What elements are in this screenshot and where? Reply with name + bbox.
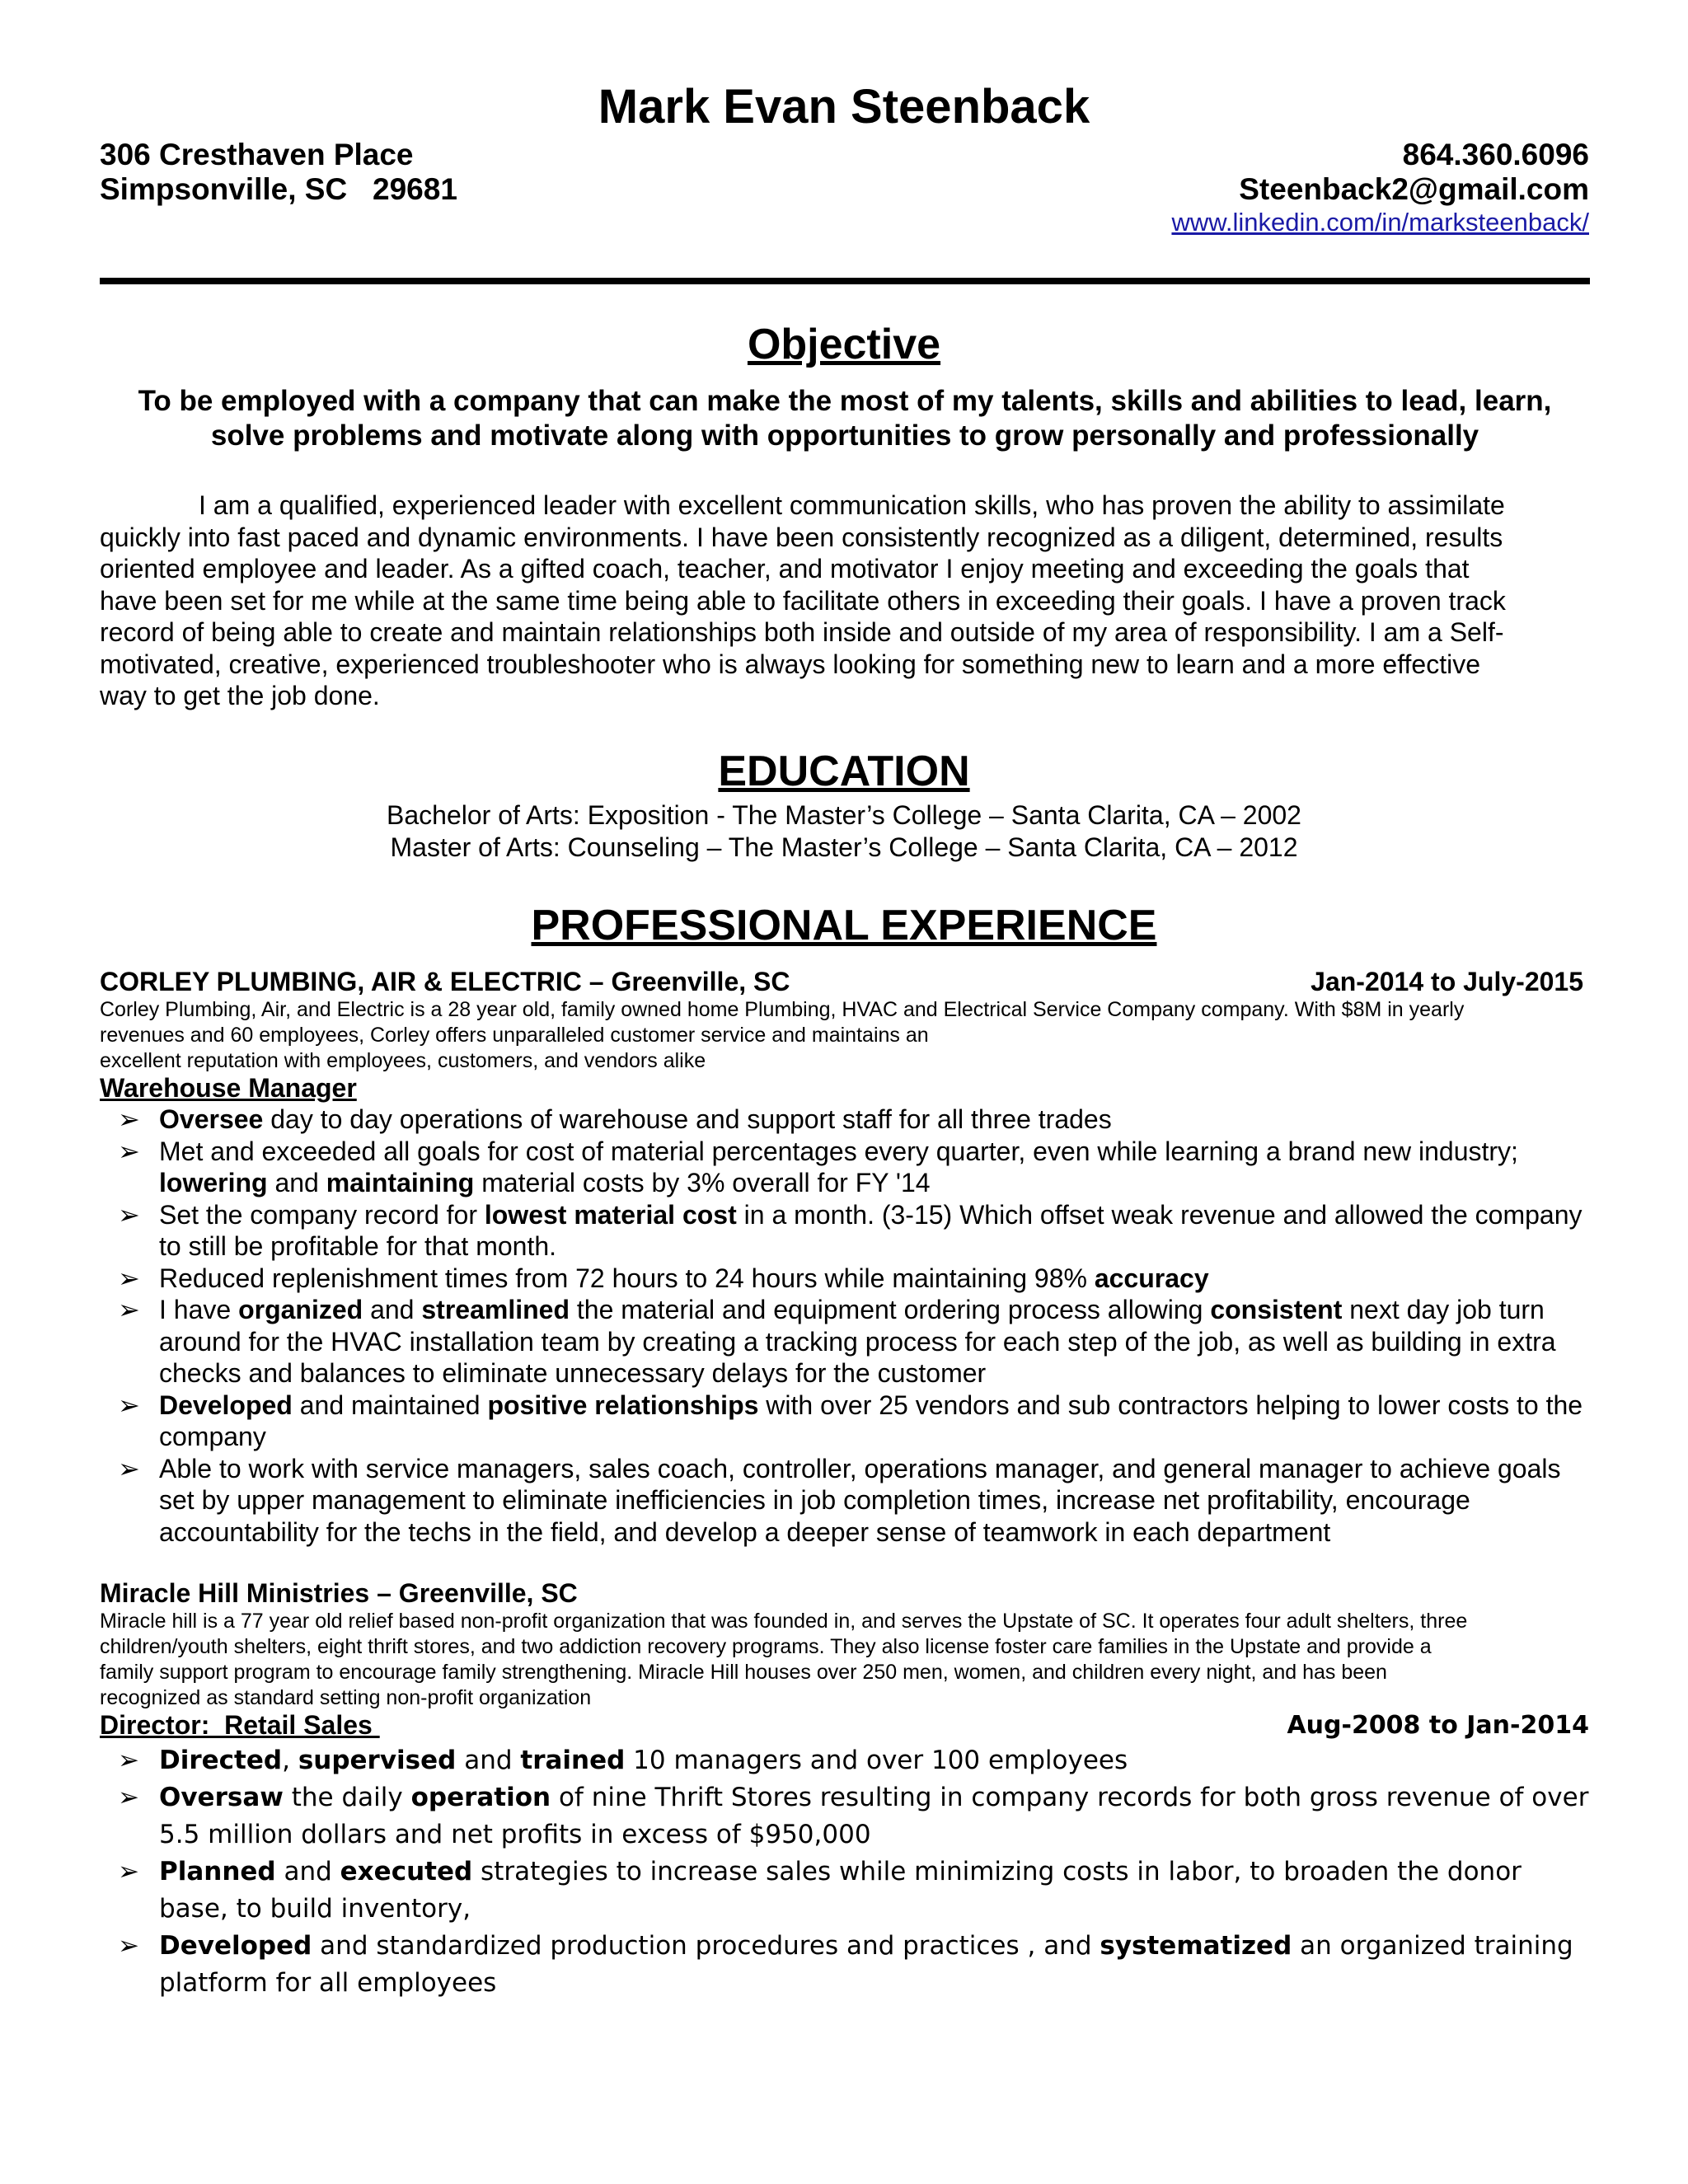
linkedin-link[interactable]: www.linkedin.com/in/marksteenback/ (1171, 208, 1589, 237)
job-header-corley (100, 966, 1583, 997)
item-text: Able to work with service managers, sales coach, controller, operations manager, and general manager to achieve goals set by upper management to eliminate inefficiencies in job completion times, increase net profitability, encourage accountability for the techs in the field, and develop a deeper sense of teamwork in each department (159, 1453, 1561, 1547)
emphasis-text: positive relationships (487, 1390, 759, 1420)
company-name: Miracle Hill Ministries – Greenville, SC (100, 1578, 578, 1608)
emphasis-text: lowest material cost (484, 1199, 737, 1230)
emphasis-text: Planned (159, 1857, 276, 1886)
item-text: I have (159, 1295, 239, 1324)
accomplishment-item (100, 1263, 1590, 1295)
item-text: Met and exceeded all goals for cost of material percentages every quarter, even while learning a brand new industry; (159, 1136, 1518, 1166)
job-dates: Jan-2014 to July-2015 (1311, 967, 1583, 996)
phone-number: 864.360.6096 (1402, 138, 1589, 171)
bullet-arrow-icon: ➢ (118, 1104, 140, 1134)
accomplishment-item (100, 1453, 1590, 1549)
summary-line: oriented employee and leader. As a gifted coach, teacher, and motivator I enjoy meeting and exceeding the goals that (100, 554, 1470, 583)
job-header-miracle-hill (100, 1577, 1583, 1609)
item-text: strategies to increase sales while minimizing costs in labor, to broaden the donor base, to build inventory, (159, 1857, 1522, 1924)
objective-heading: Objective (747, 321, 941, 368)
item-text: next day job turn around for the HVAC installation team by creating a tracking process for each step of the job, as well as building in extra checks and balances to eliminate unnecessary delays for the customer (159, 1295, 1556, 1388)
item-text: with over 25 vendors and sub contractors helping to lower costs to the company (159, 1390, 1583, 1451)
description-line: Corley Plumbing, Air, and Electric is a 28 year old, family owned home Plumbing, HVAC and Electrical Service Company company. With $8M in yearly (100, 998, 1465, 1021)
summary-line: I am a qualified, experienced leader with excellent communication skills, who has proven the ability to assimilate (199, 490, 1505, 520)
item-text: and standardized production procedures and practices , and (312, 1931, 1100, 1961)
accomplishment-item (100, 1854, 1590, 1928)
company-name: CORLEY PLUMBING, AIR & ELECTRIC – Greenville, SC (100, 967, 790, 996)
summary-paragraph (100, 490, 1583, 712)
description-line: children/youth shelters, eight thrift stores, and two addiction recovery programs. They also license foster care families in the Upstate and provide a (100, 1635, 1432, 1658)
bullet-arrow-icon: ➢ (118, 1136, 140, 1166)
bullet-arrow-icon: ➢ (118, 1453, 140, 1483)
summary-line: have been set for me while at the same time being able to facilitate others in exceeding their goals. I have a proven track (100, 585, 1506, 616)
item-text: day to day operations of warehouse and support staff for all three trades (263, 1104, 1112, 1134)
description-line: recognized as standard setting non-profit organization (100, 1686, 592, 1709)
description-line: Miracle hill is a 77 year old relief based non-profit organization that was founded in, and serves the Upstate of SC. It operates four adult shelters, three (100, 1610, 1468, 1633)
objective-statement (95, 384, 1595, 453)
emphasis-text: Directed (159, 1746, 283, 1775)
emphasis-text: trained (520, 1746, 626, 1775)
summary-line: way to get the job done. (100, 681, 380, 710)
emphasis-text: Developed (159, 1931, 312, 1961)
item-text: and (267, 1168, 326, 1197)
header-divider (100, 278, 1590, 284)
emphasis-text: systematized (1100, 1931, 1292, 1961)
summary-line: motivated, creative, experienced troubleshooter who is always looking for something new to learn and a more effective (100, 649, 1480, 679)
bullet-arrow-icon: ➢ (118, 1199, 140, 1230)
address-line-1: 306 Cresthaven Place (100, 138, 414, 171)
item-text: the material and equipment ordering process allowing (569, 1295, 1211, 1324)
emphasis-text: organized (238, 1295, 363, 1324)
accomplishment-item (100, 1742, 1590, 1779)
contact-block (1171, 138, 1589, 238)
education-list (0, 799, 1688, 864)
accomplishment-item (100, 1779, 1590, 1854)
objective-line-1: To be employed with a company that can make the most of my talents, skills and abilities to lead, learn, (138, 385, 1552, 417)
bullet-arrow-icon: ➢ (118, 1783, 139, 1812)
accomplishment-item (100, 1928, 1590, 2002)
item-text: 10 managers and over 100 employees (625, 1746, 1128, 1775)
address-line-2: Simpsonville, SC 29681 (100, 172, 457, 206)
address-block (100, 138, 457, 207)
bullet-arrow-icon: ➢ (118, 1390, 140, 1420)
job-title: Director: Retail Sales (100, 1710, 380, 1740)
item-text: , (282, 1746, 298, 1775)
education-item: Master of Arts: Counseling – The Master’s College – Santa Clarita, CA – 2012 (390, 832, 1298, 862)
emphasis-text: accuracy (1094, 1263, 1209, 1293)
item-text: and (363, 1295, 422, 1324)
emphasis-text: executed (340, 1857, 473, 1886)
accomplishment-list (100, 1742, 1590, 2002)
item-text: Set the company record for (159, 1199, 485, 1230)
bullet-arrow-icon: ➢ (118, 1295, 140, 1324)
description-line: excellent reputation with employees, customers, and vendors alike (100, 1049, 706, 1072)
item-text: an organized training platform for all employees (159, 1931, 1573, 1998)
candidate-name: Mark Evan Steenback (598, 80, 1090, 134)
education-item: Bachelor of Arts: Exposition - The Master’s College – Santa Clarita, CA – 2002 (387, 800, 1301, 830)
item-text: and maintained (292, 1390, 488, 1420)
item-text: the daily (283, 1783, 411, 1812)
item-text: Reduced replenishment times from 72 hours to 24 hours while maintaining 98% (159, 1263, 1095, 1293)
accomplishment-item (100, 1104, 1590, 1136)
summary-line: quickly into fast paced and dynamic environments. I have been consistently recognized as a diligent, determined, results (100, 522, 1503, 552)
accomplishment-list (100, 1104, 1590, 1548)
item-text: material costs by 3% overall for FY '14 (474, 1168, 931, 1197)
job-title: Warehouse Manager (100, 1073, 357, 1103)
item-text: in a month. (3-15) Which offset weak revenue and allowed the company to still be profitable for that month. (159, 1199, 1582, 1261)
emphasis-text: Oversee (159, 1104, 264, 1134)
bullet-arrow-icon: ➢ (118, 1857, 139, 1886)
emphasis-text: maintaining (326, 1168, 475, 1197)
email-address: Steenback2@gmail.com (1239, 172, 1589, 206)
experience-heading: PROFESSIONAL EXPERIENCE (531, 902, 1157, 949)
emphasis-text: operation (410, 1783, 551, 1812)
company-description (100, 1609, 1583, 1711)
company-description (100, 997, 1583, 1074)
emphasis-text: Developed (159, 1390, 293, 1420)
education-heading: EDUCATION (718, 748, 970, 795)
emphasis-text: supervised (298, 1746, 457, 1775)
emphasis-text: Oversaw (159, 1783, 284, 1812)
bullet-arrow-icon: ➢ (118, 1931, 139, 1961)
job-dates: Aug-2008 to Jan-2014 (1287, 1711, 1589, 1740)
objective-line-2: solve problems and motivate along with opportunities to grow personally and professionally (210, 419, 1479, 452)
accomplishment-item (100, 1390, 1590, 1453)
bullet-arrow-icon: ➢ (118, 1746, 139, 1775)
description-line: family support program to encourage family strengthening. Miracle Hill houses over 250 men, women, and children every night, and has been (100, 1661, 1387, 1684)
summary-line: record of being able to create and maintain relationships both inside and outside of my area of responsibility. I am a Self- (100, 617, 1504, 647)
item-text: and (275, 1857, 340, 1886)
description-line: revenues and 60 employees, Corley offers unparalleled customer service and maintains an (100, 1024, 929, 1047)
accomplishment-item (100, 1199, 1590, 1263)
emphasis-text: consistent (1210, 1295, 1343, 1324)
emphasis-text: lowering (159, 1168, 268, 1197)
item-text: and (456, 1746, 521, 1775)
accomplishment-item (100, 1294, 1590, 1390)
emphasis-text: streamlined (421, 1295, 570, 1324)
item-text: of nine Thrift Stores resulting in company records for both gross revenue of over 5.5 million dollars and net profits in excess of $950,000 (159, 1783, 1589, 1849)
accomplishment-item (100, 1136, 1590, 1199)
bullet-arrow-icon: ➢ (118, 1263, 140, 1293)
